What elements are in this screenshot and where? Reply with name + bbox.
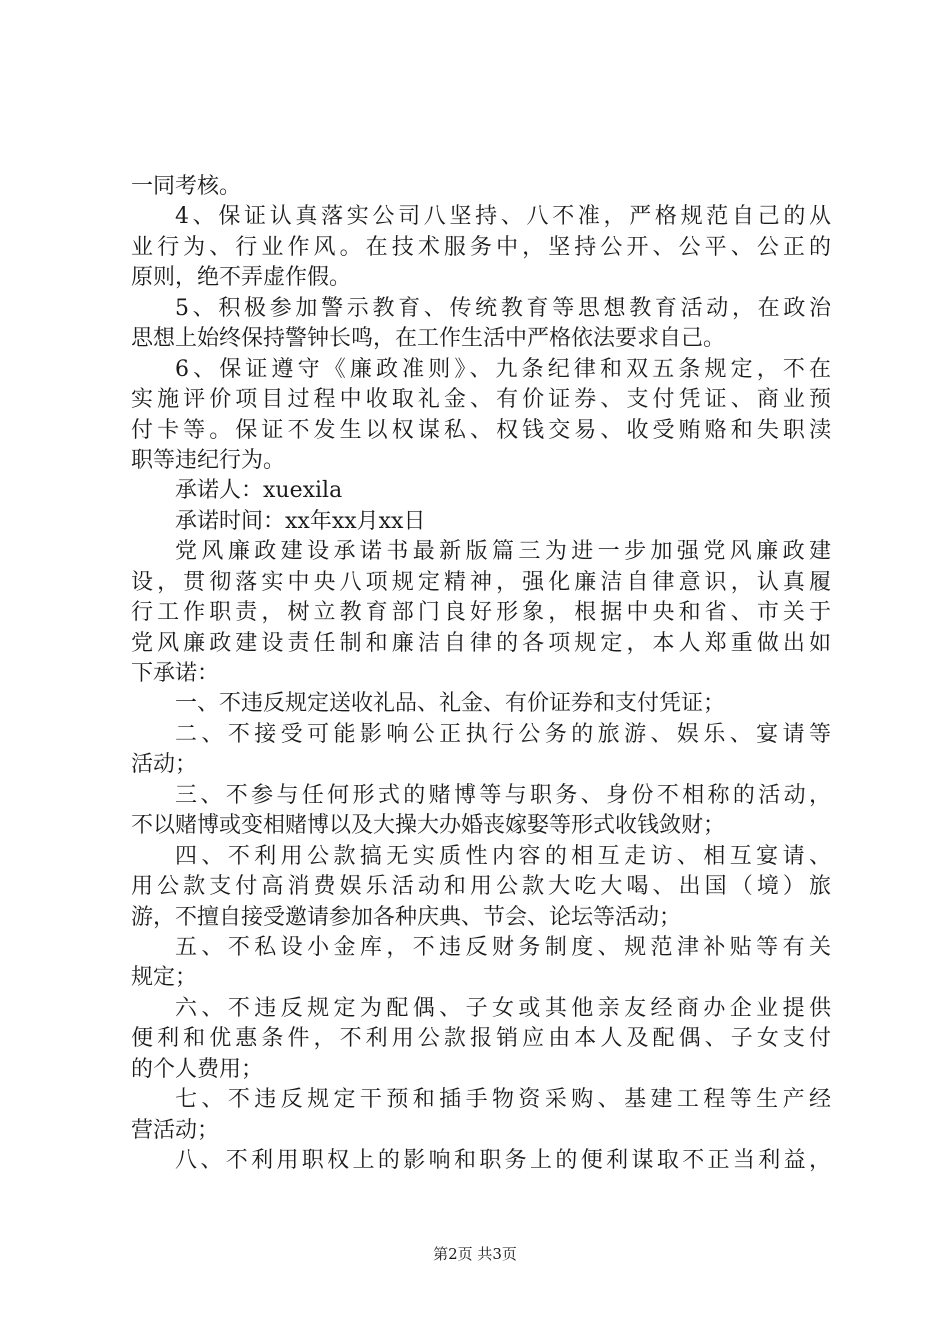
text-line: 一同考核。 [131,174,242,199]
text-line: 职等违纪行为。 [131,447,286,473]
text-line: 四、不利用公款搞无实质性内容的相互走访、相互宴请、 [175,843,831,869]
text-line: 便利和优惠条件，不利用公款报销应由本人及配偶、子女支付 [131,1026,831,1052]
document-body [131,172,831,1176]
text-line: 下承诺： [131,661,220,686]
text-line: 活动； [131,752,198,778]
text-line: 不以赌博或变相赌博以及大操大办婚丧嫁娶等形式收钱敛财； [131,813,726,839]
text-line: 实施评价项目过程中收取礼金、有价证券、支付凭证、商业预 [131,387,831,413]
text-line: 六、不违反规定为配偶、子女或其他亲友经商办企业提供 [175,995,831,1021]
text-line: 党风廉政建设责任制和廉洁自律的各项规定，本人郑重做出如 [131,630,831,656]
text-line: 七、不违反规定干预和插手物资采购、基建工程等生产经 [175,1087,831,1113]
text-line: 的个人费用； [131,1056,264,1082]
text-line: 二、不接受可能影响公正执行公务的旅游、娱乐、宴请等 [175,721,831,747]
page-footer: 第2页 共3页 [433,1245,517,1263]
text-line: 6、保证遵守《廉政准则》、九条纪律和双五条规定，不在 [175,356,831,382]
text-line: 承诺时间：xx年xx月xx日 [175,508,426,534]
text-line: 规定； [131,965,198,991]
text-line: 三、不参与任何形式的赌博等与职务、身份不相称的活动， [175,782,831,808]
text-line: 付卡等。保证不发生以权谋私、权钱交易、收受贿赂和失职渎 [131,417,831,443]
text-line: 用公款支付高消费娱乐活动和用公款大吃大喝、出国（境）旅 [131,874,831,900]
text-line: 五、不私设小金库，不违反财务制度、规范津补贴等有关 [175,934,831,960]
text-line: 4、保证认真落实公司八坚持、八不准，严格规范自己的从 [175,204,831,230]
text-line: 党风廉政建设承诺书最新版篇三为进一步加强党风廉政建 [175,539,831,565]
text-line: 承诺人：xuexila [175,478,343,504]
text-line: 设，贯彻落实中央八项规定精神，强化廉洁自律意识，认真履 [131,569,831,595]
text-line: 行工作职责，树立教育部门良好形象，根据中央和省、市关于 [131,600,831,626]
text-line: 游，不擅自接受邀请参加各种庆典、节会、论坛等活动； [131,904,682,930]
text-line: 八、不利用职权上的影响和职务上的便利谋取不正当利益， [175,1148,831,1173]
text-line: 思想上始终保持警钟长鸣，在工作生活中严格依法要求自己。 [131,326,726,352]
text-line: 5、积极参加警示教育、传统教育等思想教育活动，在政治 [175,295,831,321]
text-line: 营活动； [131,1117,220,1143]
text-line: 业行为、行业作风。在技术服务中，坚持公开、公平、公正的 [131,234,831,260]
text-line: 一、不违反规定送收礼品、礼金、有价证券和支付凭证； [175,691,726,717]
text-line: 原则，绝不弄虚作假。 [131,265,352,291]
